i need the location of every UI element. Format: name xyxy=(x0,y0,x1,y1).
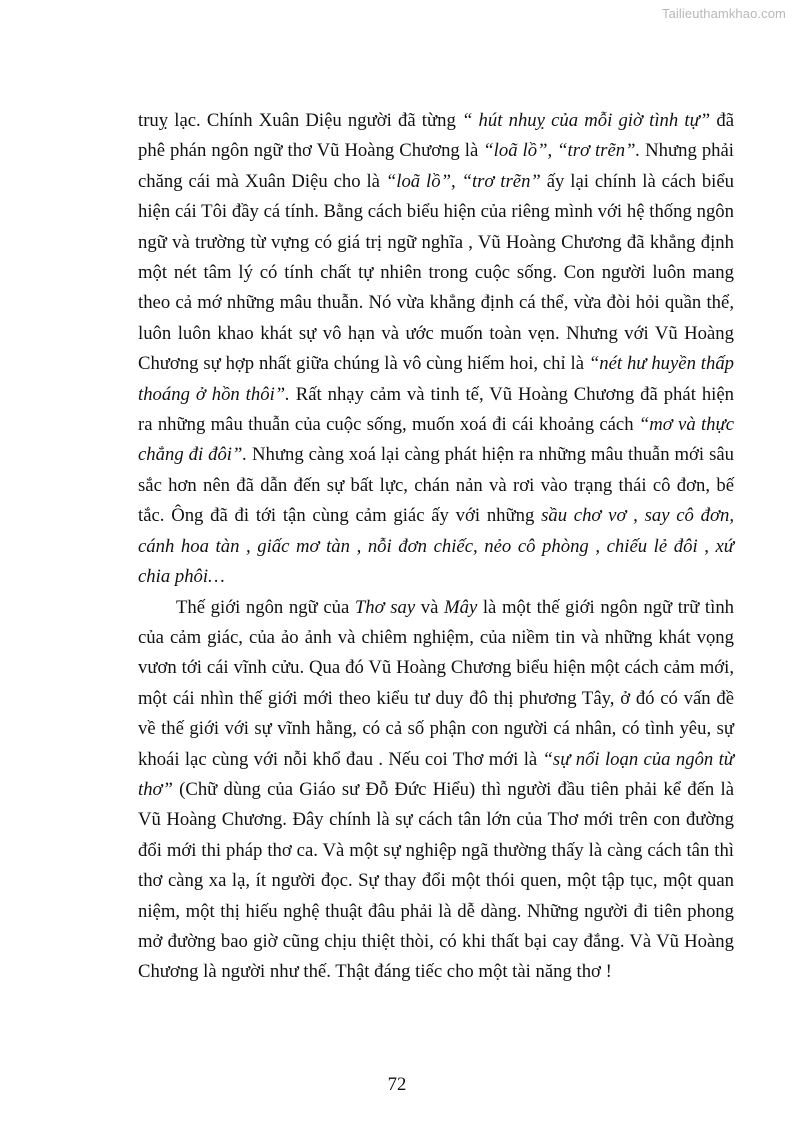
text-run: ấy lại chính là cách biểu hiện cái Tôi đầy cá tính. Bằng cách biểu hiện của riêng mình với hệ thống ngôn ngữ và trường từ vựng có giá trị ngữ nghĩa , Vũ Hoàng Chương đã khẳng định một nét tâm lý có tính chất tự nhiên trong cuộc sống. Con người luôn mang theo cả mớ những mâu thuẫn. Nó vừa khẳng định cá thể, vừa đòi hỏi quần thể, luôn luôn khao khát sự vô hạn và ước muốn toàn vẹn. Nhưng với Vũ Hoàng Chương sự hợp nhất giữa chúng là vô cùng hiếm hoi, chỉ là xyxy=(138,170,734,375)
text-run: (Chữ dùng của Giáo sư Đỗ Đức Hiểu) thì người đầu tiên phải kể đến là Vũ Hoàng Chương. Đây chính là sự cách tân lớn của Thơ mới trên con đường đổi mới thi pháp thơ ca. Và một sự nghiệp ngã thường thấy là càng cách tân thì thơ càng xa lạ, ít người đọc. Sự thay đổi một thói quen, một tập tục, một quan niệm, một thị hiếu nghệ thuật đâu phải là dễ dàng. Những người đi tiên phong mở đường bao giờ cũng chịu thiệt thòi, có khi thất bại cay đắng. Và Vũ Hoàng Chương là người như thế. Thật đáng tiếc cho một tài năng thơ ! xyxy=(138,778,734,983)
italic-quote: “loã lồ”, “trơ trẽn” xyxy=(385,170,541,192)
italic-quote: Mây xyxy=(444,596,478,618)
text-run: đã phê phán ngôn ngữ thơ Vũ Hoàng Chương là xyxy=(138,110,734,162)
text-run: Nhưng phải chăng cái mà Xuân Diệu cho là xyxy=(138,140,734,192)
paragraph xyxy=(138,106,734,593)
italic-quote: “sự nổi loạn của ngôn từ thơ” xyxy=(138,748,734,800)
italic-quote: sầu chơ vơ , say cô đơn, cánh hoa tàn , giấc mơ tàn , nỗi đơn chiếc, nẻo cô phòng , chiếu lẻ đôi , xứ chia phôi… xyxy=(138,505,734,588)
text-run: Nhưng càng xoá lại càng phát hiện ra những mâu thuẫn mới sâu sắc hơn nên đã dẫn đến sự bất lực, chán nản và rơi vào trạng thái cô đơn, bế tắc. Ông đã đi tới tận cùng cảm giác ấy với những xyxy=(138,444,734,527)
page-body-text xyxy=(138,106,734,988)
text-run: và xyxy=(415,596,445,618)
text-run: truỵ lạc. Chính Xuân Diệu người đã từng xyxy=(138,110,462,131)
italic-quote: Thơ say xyxy=(354,596,416,618)
text-run: Rất nhạy cảm và tinh tế, Vũ Hoàng Chương đã phát hiện ra những mâu thuẫn của cuộc sống, muốn xoá đi cái khoảng cách xyxy=(138,383,734,436)
paragraph xyxy=(138,593,734,988)
italic-quote: “mơ và thực chẳng đi đôi”. xyxy=(138,414,734,466)
text-run: là một thế giới ngôn ngữ trữ tình của cảm giác, của ảo ảnh và chiêm nghiệm, của niềm tin và những khát vọng vươn tới cái vĩnh cửu. Qua đó Vũ Hoàng Chương biểu hiện một cách cảm mới, một cái nhìn thế giới mới theo kiểu tư duy đô thị phương Tây, ở đó có vấn đề về thế giới với sự vĩnh hằng, có cả số phận con người cá nhân, có tình yêu, sự khoái lạc cùng với nỗi khổ đau . Nếu coi Thơ mới là xyxy=(138,596,735,770)
page-number: 72 xyxy=(387,1074,407,1095)
italic-quote: “loã lồ”, “trơ trẽn”. xyxy=(483,140,641,162)
text-run: Thế giới ngôn ngữ của xyxy=(176,596,355,618)
watermark-text: Tailieuthamkhao.com xyxy=(661,6,786,21)
italic-quote: “ hút nhuỵ của mỗi giờ tình tự” xyxy=(461,110,711,131)
italic-quote: “nét hư huyền thấp thoáng ở hồn thôi”. xyxy=(138,353,735,405)
